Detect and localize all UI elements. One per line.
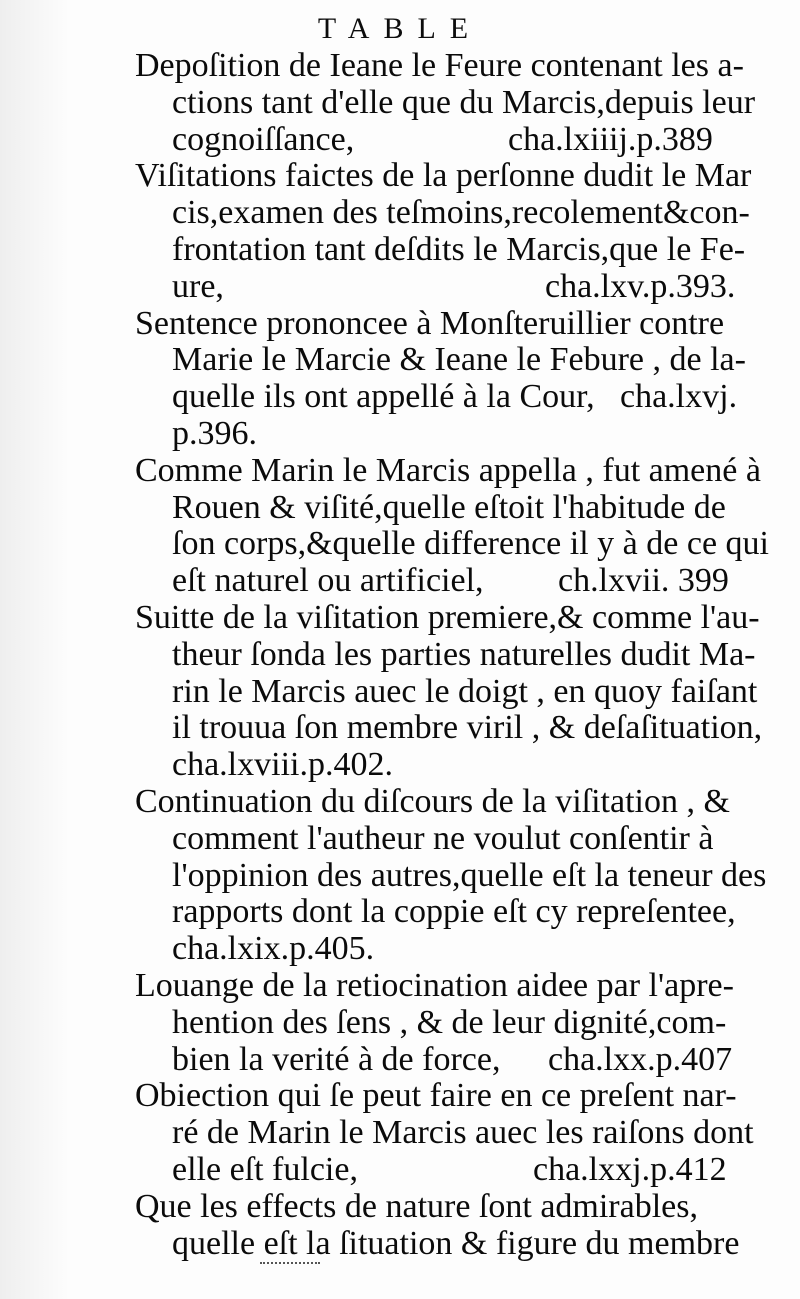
- entry-line: frontation tant deſdits le Marcis,que le Fe-: [172, 230, 746, 268]
- entry-line-text: elle eſt fulcie,: [172, 1150, 358, 1188]
- table-entry: [0, 600, 800, 784]
- table-entry: [0, 453, 800, 600]
- entry-line: ctions tant d'elle que du Marcis,depuis leur: [172, 83, 756, 121]
- entry-line: Viſitations faictes de la perſonne dudit le Mar: [135, 157, 752, 195]
- entry-line: comment l'autheur ne voulut conſentir à: [172, 819, 714, 857]
- printer-mark: [260, 1262, 320, 1268]
- entry-line: Comme Marin le Marcis appella , fut amené à: [135, 451, 761, 489]
- table-entries: [0, 48, 800, 1262]
- entry-line: theur ſonda les parties naturelles dudit Ma-: [172, 635, 756, 673]
- table-entry: [0, 1189, 800, 1263]
- table-entry: [0, 306, 800, 453]
- entry-line-text: eſt naturel ou artificiel,: [172, 562, 484, 600]
- entry-line: cha.lxviii.p.402.: [172, 746, 393, 784]
- chapter-page-ref: cha.lxvj.: [620, 378, 738, 416]
- entry-line-text: cognoiſſance,: [172, 120, 355, 158]
- entry-line: Continuation du diſcours de la viſitation , &: [135, 782, 730, 820]
- table-entry: [0, 48, 800, 158]
- table-entry: [0, 158, 800, 305]
- entry-line: p.396.: [172, 414, 257, 452]
- entry-line: ré de Marin le Marcis auec les raiſons dont: [172, 1114, 754, 1152]
- entry-line-text: quelle ils ont appellé à la Cour,: [172, 378, 595, 416]
- chapter-page-ref: ch.lxvii. 399: [558, 562, 729, 600]
- chapter-page-ref: cha.lxxj.p.412: [533, 1150, 727, 1188]
- entry-line: hention des ſens , & de leur dignité,com-: [172, 1003, 727, 1041]
- entry-line: [0, 1042, 800, 1079]
- entry-line: [0, 1152, 800, 1189]
- entry-line: Marie le Marcie & Ieane le Febure , de la-: [172, 341, 746, 379]
- entry-line: [0, 563, 800, 600]
- entry-line: l'oppinion des autres,quelle eſt la teneur des: [172, 856, 767, 894]
- chapter-page-ref: cha.lxv.p.393.: [545, 267, 736, 305]
- entry-line: quelle eſt la ſituation & figure du membre: [172, 1224, 740, 1262]
- entry-line-text: ure,: [172, 267, 224, 305]
- table-entry: [0, 1078, 800, 1188]
- entry-line: Suitte de la viſitation premiere,& comme l'au-: [135, 598, 760, 636]
- entry-line: rapports dont la coppie eſt cy repreſentee,: [172, 893, 736, 931]
- table-entry: [0, 784, 800, 968]
- entry-line: Rouen & viſité,quelle eſtoit l'habitude de: [172, 488, 726, 526]
- entry-line: Louange de la retiocination aidee par l'apre-: [135, 966, 734, 1004]
- entry-line: [0, 379, 800, 416]
- entry-line: [0, 122, 800, 159]
- entry-line: Obiection qui ſe peut faire en ce preſent nar-: [135, 1077, 737, 1115]
- entry-line-text: bien la verité à de force,: [172, 1040, 501, 1078]
- entry-line: Sentence prononcee à Monſteruillier contre: [135, 304, 725, 342]
- entry-line: ſon corps,&quelle difference il y à de ce qui: [172, 525, 769, 563]
- entry-line: [0, 269, 800, 306]
- chapter-page-ref: cha.lxiiij.p.389: [508, 120, 713, 158]
- entry-line: Depoſition de Ieane le Feure contenant les a-: [135, 47, 744, 84]
- chapter-page-ref: cha.lxx.p.407: [548, 1040, 733, 1078]
- entry-line: rin le Marcis auec le doigt , en quoy faiſant: [172, 672, 758, 710]
- entry-line: il trouua ſon membre viril , & deſaſituation,: [172, 709, 763, 747]
- running-head: TABLE: [317, 12, 483, 45]
- table-entry: [0, 968, 800, 1078]
- entry-line: cha.lxix.p.405.: [172, 930, 375, 968]
- entry-line: Que les effects de nature ſont admirables,: [135, 1187, 698, 1225]
- entry-line: cis,examen des teſmoins,recolement&con-: [172, 194, 750, 232]
